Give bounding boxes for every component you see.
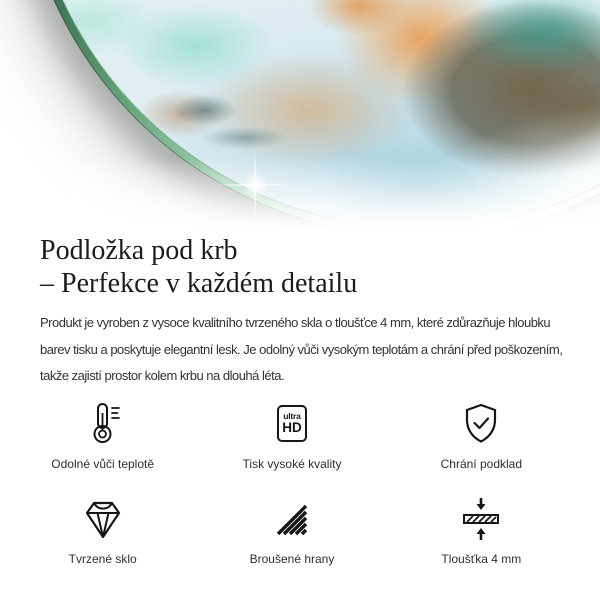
page-title-line2: – Perfekce v každém detailu xyxy=(40,268,358,299)
compressed-thickness-icon xyxy=(457,495,505,543)
feature-label: Odolné vůči teplotě xyxy=(51,456,155,471)
product-info xyxy=(0,234,600,390)
feature-protects-surface xyxy=(387,400,576,471)
thermometer-icon xyxy=(81,400,125,448)
feature-label: Tisk vysoké kvality xyxy=(242,456,342,471)
page-title-line1: Podložka pod krb xyxy=(40,235,238,266)
ultra-hd-icon: ultra HD xyxy=(277,405,307,442)
page-title xyxy=(40,234,576,300)
features-grid xyxy=(8,400,576,566)
photo-white-fade xyxy=(0,0,600,232)
feature-label: Tvrzené sklo xyxy=(68,551,137,566)
feature-heat-resistant xyxy=(8,400,197,471)
sparkle-glint-icon xyxy=(213,143,297,227)
diamond-icon xyxy=(79,496,127,542)
feature-tempered-glass xyxy=(8,495,197,566)
feature-label: Tloušťka 4 mm xyxy=(441,551,522,566)
feature-label: Chrání podklad xyxy=(440,456,523,471)
feature-ground-edges xyxy=(197,495,386,566)
product-description: Produkt je vyroben z vysoce kvalitního tvrzeného skla o tloušťce 4 mm, které zdůrazňuje hloubku barev tisku a poskytuje elegantní lesk. Je odolný vůči vysokým teplotám a chrání před poškozením, takže zajistí prostor kolem krbu na dlouhá léta. xyxy=(40,315,563,383)
feature-label: Broušené hrany xyxy=(249,551,335,566)
product-photo xyxy=(0,0,600,232)
beveled-edges-icon xyxy=(268,496,316,542)
feature-thickness xyxy=(387,495,576,566)
feature-print-quality xyxy=(197,400,386,471)
shield-check-icon xyxy=(457,400,505,448)
